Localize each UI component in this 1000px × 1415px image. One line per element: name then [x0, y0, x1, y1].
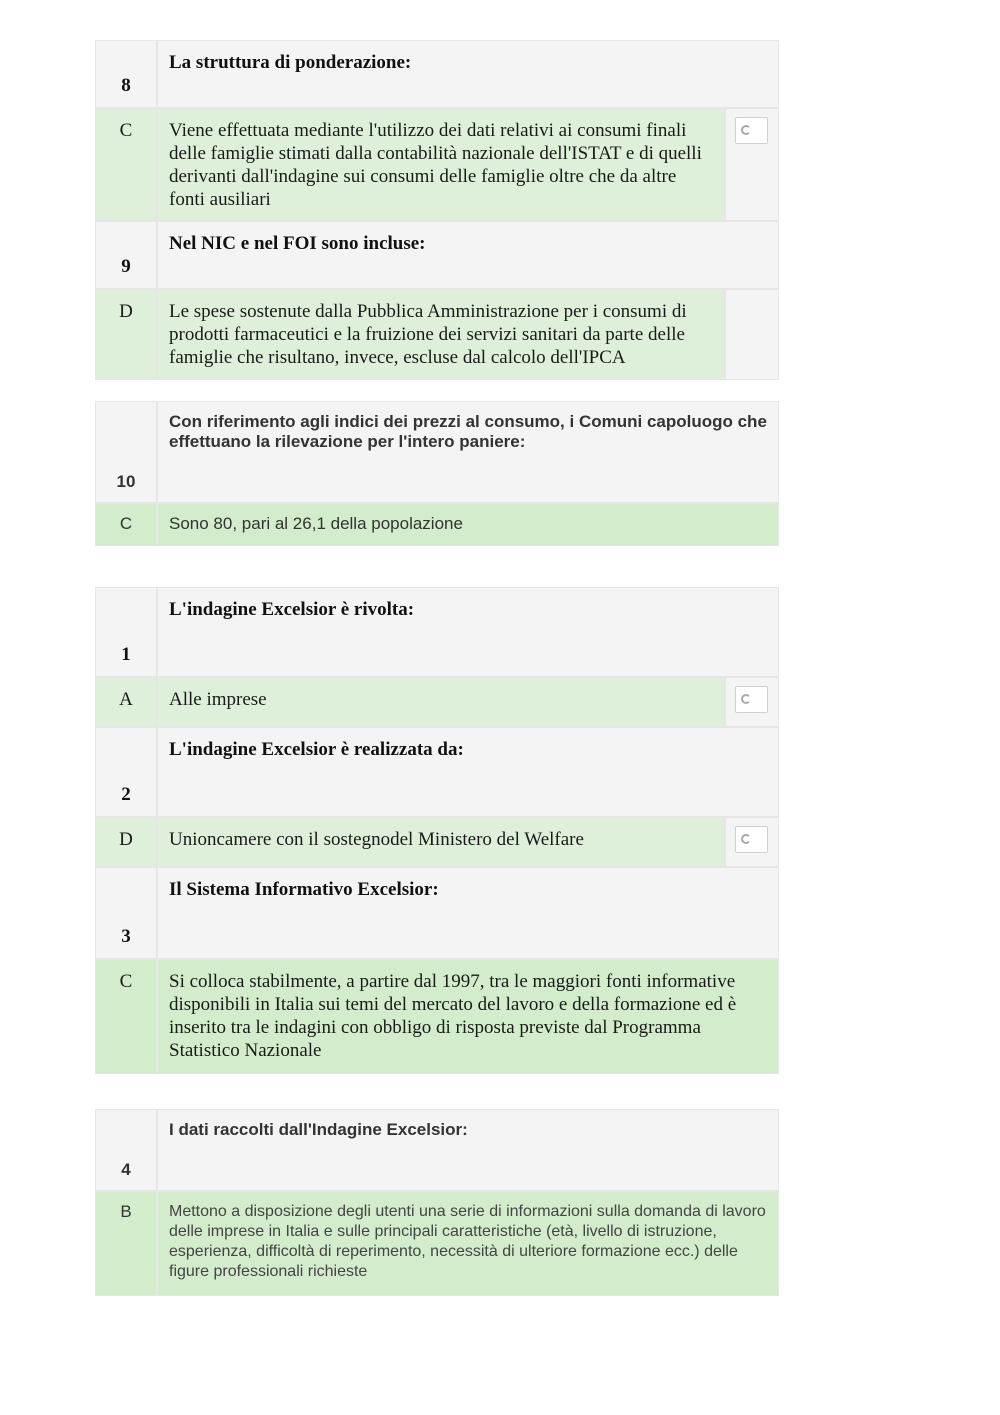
answer-radio-cell [724, 678, 778, 726]
question-number: 3 [96, 868, 158, 958]
question-text: I dati raccolti dall'Indagine Excelsior: [169, 1120, 468, 1139]
answer-text: Si colloca stabilmente, a partire dal 1997, tra le maggiori fonti informative disponibili in Italia sui temi del mercato del lavoro e della formazione ed è inserito tra le indagini con obbligo di risposta previste dal Programma Statistico Nazionale [169, 971, 737, 1061]
answer-letter: D [96, 818, 158, 866]
question-number: 8 [96, 41, 158, 107]
answer-letter: C [96, 960, 158, 1073]
answer-radio-cell [724, 109, 778, 220]
answer-text: Sono 80, pari al 26,1 della popolazione [169, 514, 463, 533]
answer-text: Viene effettuata mediante l'utilizzo dei dati relativi ai consumi finali delle famiglie stimati dalla contabilità nazionale dell'ISTAT e di quelli derivanti dall'indagine sui consumi delle famiglie oltre che da altre fonti ausiliari [169, 120, 702, 210]
answer-row-10 [96, 504, 778, 545]
question-text: Nel NIC e nel FOI sono incluse: [169, 233, 426, 254]
quiz-table-4 [95, 1109, 779, 1296]
question-number: 10 [96, 402, 158, 502]
answer-row-8 [96, 109, 778, 222]
answer-row-1 [96, 678, 778, 728]
question-text: La struttura di ponderazione: [169, 52, 412, 73]
question-text: Il Sistema Informativo Excelsior: [169, 879, 439, 900]
question-number: 2 [96, 728, 158, 816]
loading-radio-icon [741, 694, 751, 704]
question-row-3 [96, 868, 778, 960]
loading-radio-icon [741, 125, 751, 135]
answer-radio[interactable] [735, 117, 768, 144]
answer-radio[interactable] [735, 826, 768, 853]
answer-row-3 [96, 960, 778, 1073]
question-text: L'indagine Excelsior è realizzata da: [169, 739, 464, 760]
quiz-table-1 [95, 40, 779, 380]
answer-letter: D [96, 290, 158, 379]
question-row-8 [96, 41, 778, 109]
answer-letter: B [96, 1192, 158, 1295]
quiz-table-3 [95, 587, 779, 1074]
question-row-10 [96, 402, 778, 504]
answer-empty-cell [724, 290, 778, 379]
answer-row-4 [96, 1192, 778, 1295]
question-number: 9 [96, 222, 158, 288]
question-row-9 [96, 222, 778, 290]
answer-text: Le spese sostenute dalla Pubblica Amministrazione per i consumi di prodotti farmaceutici e la fruizione dei servizi sanitari da parte delle famiglie che risultano, invece, escluse dal calcolo dell'IPCA [169, 301, 687, 368]
question-row-1 [96, 588, 778, 678]
answer-letter: C [96, 504, 158, 545]
question-text: L'indagine Excelsior è rivolta: [169, 599, 415, 620]
question-number: 4 [96, 1110, 158, 1190]
loading-radio-icon [741, 834, 751, 844]
question-row-2 [96, 728, 778, 818]
answer-text: Mettono a disposizione degli utenti una serie di informazioni sulla domanda di lavoro delle imprese in Italia e sulle principali caratteristiche (età, livello di istruzione, esperienza, difficoltà di reperimento, necessità di ulteriore formazione ecc.) delle figure professionali richieste [169, 1203, 766, 1280]
answer-row-9 [96, 290, 778, 379]
answer-letter: A [96, 678, 158, 726]
answer-text: Unioncamere con il sostegnodel Ministero del Welfare [169, 829, 584, 850]
answer-letter: C [96, 109, 158, 220]
answer-text: Alle imprese [169, 689, 267, 710]
quiz-table-2 [95, 401, 779, 546]
question-text: Con riferimento agli indici dei prezzi al consumo, i Comuni capoluogo che effettuano la rilevazione per l'intero paniere: [169, 412, 767, 451]
answer-row-2 [96, 818, 778, 868]
answer-radio-cell [724, 818, 778, 866]
question-row-4 [96, 1110, 778, 1192]
question-number: 1 [96, 588, 158, 676]
answer-radio[interactable] [735, 686, 768, 713]
